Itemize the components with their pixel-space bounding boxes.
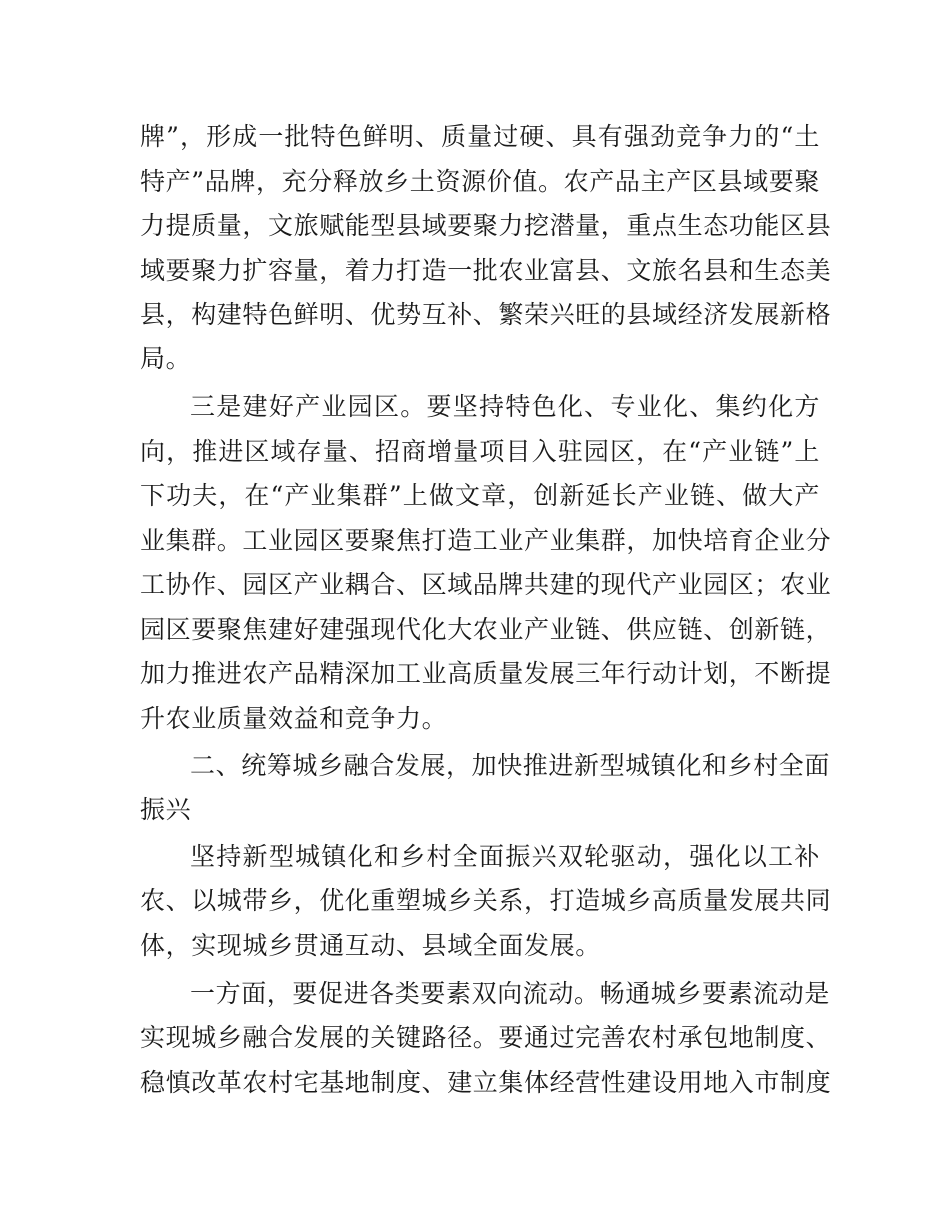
- text-line: 域要聚力扩容量，着力打造一批农业富县、文旅名县和生态美: [140, 256, 832, 285]
- paragraph-first-line: 三是建好产业园区。要坚持特色化、专业化、集约化方: [190, 392, 820, 421]
- text-line: 特产”品牌，充分释放乡土资源价值。农产品主产区县域要聚: [140, 167, 820, 196]
- text-line: 农、以城带乡，优化重塑城乡关系，打造城乡高质量发展共同: [140, 886, 832, 915]
- text-line: 工协作、园区产业耦合、区域品牌共建的现代产业园区；农业: [140, 570, 832, 599]
- text-line: 园区要聚焦建好建强现代化大农业产业链、供应链、创新链，: [140, 615, 832, 644]
- text-line: 体，实现城乡贯通互动、县域全面发展。: [140, 931, 601, 960]
- text-line: 下功夫，在“产业集群”上做文章，创新延长产业链、做大产: [140, 481, 820, 510]
- paragraph-first-line: 坚持新型城镇化和乡村全面振兴双轮驱动，强化以工补: [190, 842, 820, 871]
- section-heading-continued: 振兴: [140, 795, 192, 824]
- paragraph-first-line: 一方面，要促进各类要素双向流动。畅通城乡要素流动是: [190, 979, 831, 1008]
- section-heading: 二、统筹城乡融合发展，加快推进新型城镇化和乡村全面: [190, 751, 831, 780]
- text-line: 稳慎改革农村宅基地制度、建立集体经营性建设用地入市制度: [140, 1068, 832, 1097]
- text-line: 牌”，形成一批特色鲜明、质量过硬、具有强劲竞争力的“土: [140, 122, 820, 151]
- text-line: 实现城乡融合发展的关键路径。要通过完善农村承包地制度、: [140, 1023, 832, 1052]
- text-line: 向，推进区域存量、招商增量项目入驻园区，在“产业链”上: [140, 437, 820, 466]
- text-line: 县，构建特色鲜明、优势互补、繁荣兴旺的县域经济发展新格: [140, 300, 832, 329]
- text-line: 业集群。工业园区要聚焦打造工业产业集群，加快培育企业分: [140, 526, 832, 555]
- text-line: 局。: [140, 344, 192, 373]
- text-line: 力提质量，文旅赋能型县域要聚力挖潜量，重点生态功能区县: [140, 211, 832, 240]
- text-line: 升农业质量效益和竞争力。: [140, 704, 448, 733]
- text-line: 加力推进农产品精深加工业高质量发展三年行动计划，不断提: [140, 659, 832, 688]
